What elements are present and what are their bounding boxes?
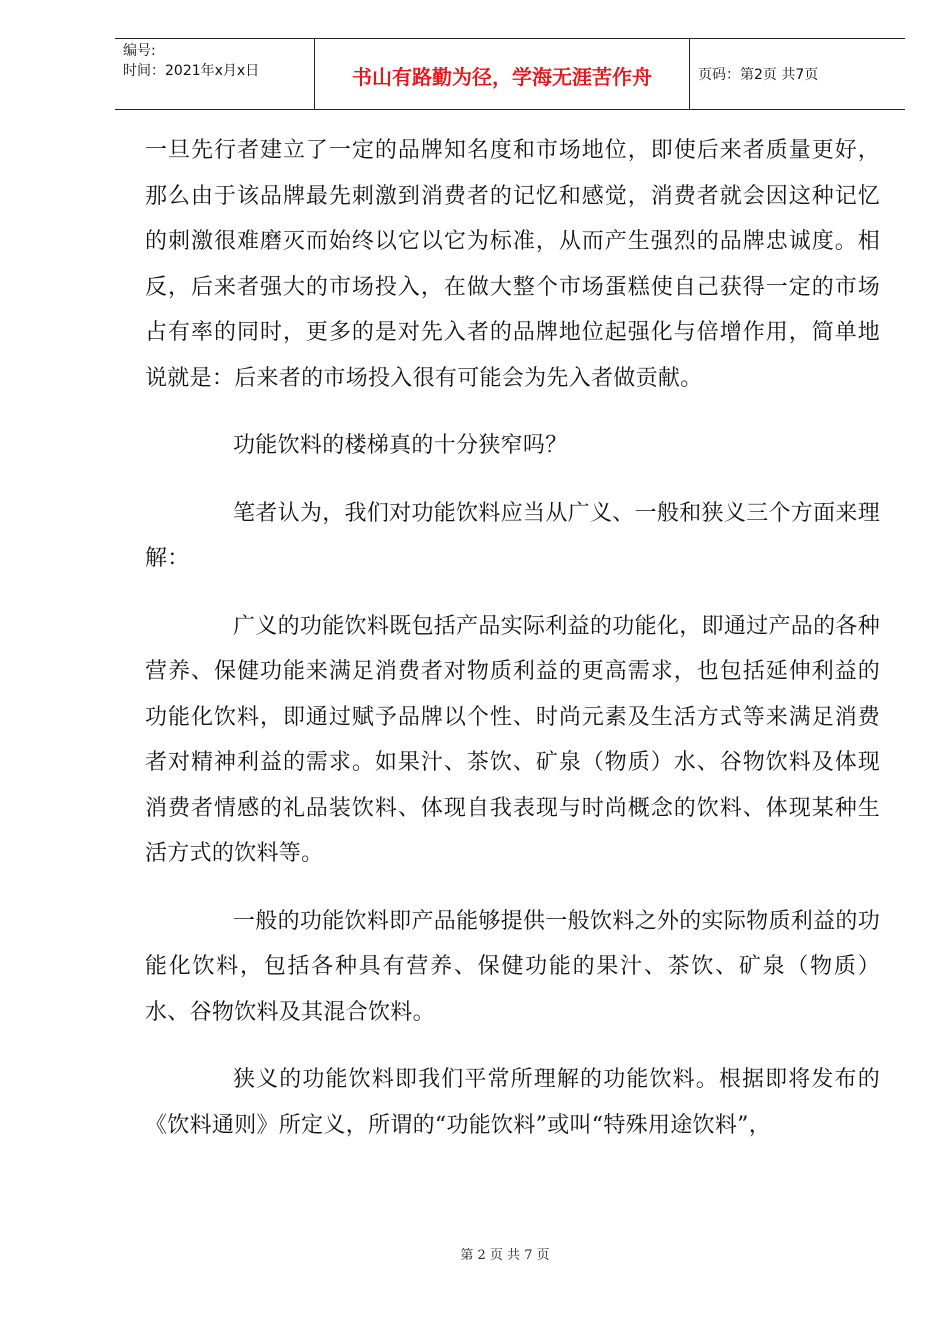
paragraph-2: 功能饮料的楼梯真的十分狭窄吗？ [233, 433, 568, 458]
paragraph-1: 一旦先行者建立了一定的品牌知名度和市场地位，即使后来者质量更好，那么由于该品牌最先刺激到消费者的记忆和感觉，消费者就会因这种记忆的刺激很难磨灭而始终以它以它为标准，从而产生强烈的品牌忠诚度。相反，后来者强大的市场投入，在做大整个市场蛋糕使自己获得一定的市场占有率的同时，更多的是对先入者的品牌地位起强化与倍增作用，简单地说就是：后来者的市场投入很有可能会为先入者做贡献。 [145, 138, 880, 391]
page-footer: 第 2 页 共 7 页 [460, 1248, 550, 1263]
header-meta [115, 39, 315, 109]
header-motto: 书山有路勤为径，学海无涯苦作舟 [315, 39, 690, 109]
paragraph-3: 笔者认为，我们对功能饮料应当从广义、一般和狭义三个方面来理解： [145, 500, 880, 571]
serial-label: 编号: [123, 43, 156, 59]
page-header [115, 38, 905, 110]
paragraph-4: 广义的功能饮料既包括产品实际利益的功能化，即通过产品的各种营养、保健功能来满足消费者对物质利益的更高需求，也包括延伸利益的功能化饮料，即通过赋予品牌以个性、时尚元素及生活方式等来满足消费者对精神利益的需求。如果汁、茶饮、矿泉（物质）水、谷物饮料及体现消费者情感的礼品装饮料、体现自我表现与时尚概念的饮料、体现某种生活方式的饮料等。 [145, 613, 880, 866]
header-page-label: 页码：第2页 共7页 [698, 67, 819, 83]
time-label: 时间：2021年x月x日 [123, 63, 260, 79]
paragraph-5: 一般的功能饮料即产品能够提供一般饮料之外的实际物质利益的功能化饮料，包括各种具有营养、保健功能的果汁、茶饮、矿泉（物质）水、谷物饮料及其混合饮料。 [145, 908, 880, 1025]
document-body [145, 128, 880, 1148]
paragraph-6: 狭义的功能饮料即我们平常所理解的功能饮料。根据即将发布的《饮料通则》所定义，所谓的“功能饮料”或叫“特殊用途饮料”， [145, 1067, 880, 1138]
